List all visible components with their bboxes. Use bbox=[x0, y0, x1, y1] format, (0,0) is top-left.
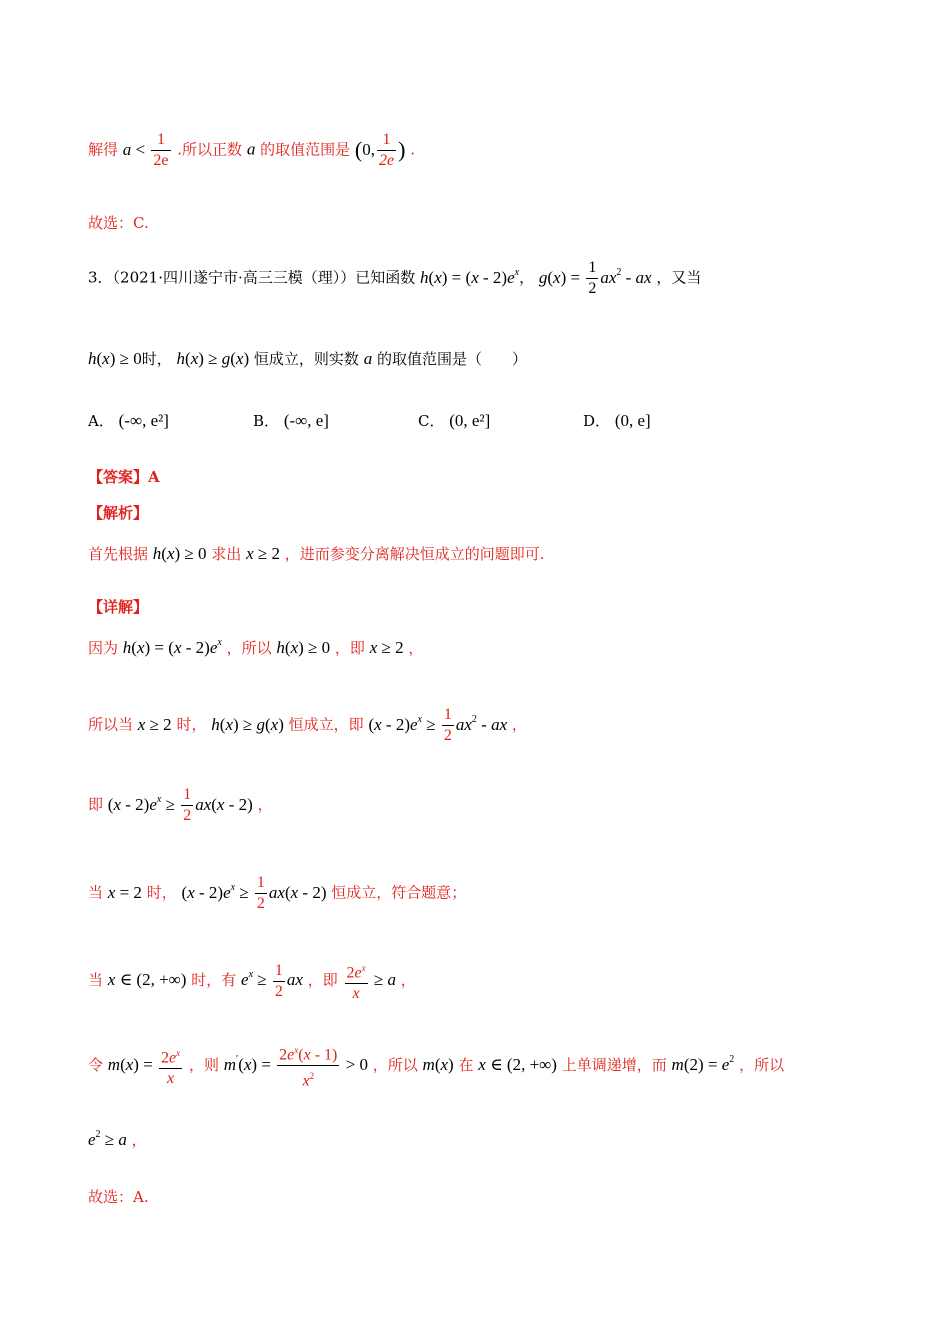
option-d[interactable] bbox=[583, 410, 651, 431]
comma: ， bbox=[519, 268, 535, 287]
text: 在 bbox=[458, 1055, 474, 1074]
math-x-ge-2: x ≥ 2 bbox=[246, 544, 280, 563]
math-interval: (0, $\frac{1}{2e}$ ) bbox=[354, 131, 406, 169]
choice-line-c: 故选：C. bbox=[88, 214, 149, 232]
math-x-in-interval: x ∈ (2, +∞) bbox=[107, 970, 187, 990]
text: ，又当 bbox=[656, 268, 702, 287]
option-interval: (0, e] bbox=[614, 411, 651, 430]
text: 时，有 bbox=[191, 971, 237, 990]
math-inequality: h(x) ≥ g(x) bbox=[176, 349, 250, 368]
math-h-def: $h(x) = (x - 2)e^x$ bbox=[420, 266, 520, 287]
question-source: （2021·四川遂宁市·高三三模（理））已知函数 bbox=[112, 268, 416, 287]
text: 时， bbox=[176, 715, 207, 734]
text: ， bbox=[131, 1131, 147, 1149]
math-inequality: $e^x$ ≥ $\frac{1}{2}$ ax bbox=[241, 961, 303, 1000]
option-label: B． bbox=[253, 412, 280, 430]
text: ，即 bbox=[334, 639, 365, 657]
text: ，进而参变分离解决恒成立的问题即可. bbox=[284, 545, 545, 563]
option-interval: (-∞, e²] bbox=[118, 411, 169, 430]
math-inequality: h(x) ≥ g(x) bbox=[211, 714, 284, 734]
math-x-eq-2: x = 2 bbox=[107, 882, 142, 902]
text: 恒成立，符合题意； bbox=[331, 883, 467, 902]
text: ，则 bbox=[188, 1055, 219, 1074]
answer-heading: 【答案】A bbox=[88, 468, 160, 486]
text: ， bbox=[257, 795, 273, 814]
text: ，所以 bbox=[226, 639, 272, 657]
math-x-ge-2: x ≥ 2 bbox=[369, 638, 404, 657]
text: .所以正数 bbox=[177, 140, 243, 159]
text: ， bbox=[400, 971, 416, 990]
math-inequality: a < $\frac{1}{2e}$ bbox=[122, 131, 169, 169]
detail-line-2 bbox=[88, 705, 527, 746]
detail-line-4 bbox=[88, 873, 466, 914]
question-3-line-1 bbox=[88, 258, 701, 299]
math-m-x: m(x) bbox=[422, 1054, 454, 1074]
solution-line-1 bbox=[88, 130, 415, 171]
text: 所以当 bbox=[88, 715, 134, 734]
option-c[interactable] bbox=[418, 410, 490, 431]
math-g-def: g(x) = $\frac{1}{2}$ $ax^2$ - ax bbox=[538, 259, 652, 297]
text: . bbox=[410, 140, 415, 159]
detail-line-3 bbox=[88, 785, 273, 826]
text: 上单调递增，而 bbox=[561, 1055, 667, 1074]
question-number: 3． bbox=[88, 268, 113, 287]
final-choice: 故选：A. bbox=[88, 1188, 149, 1206]
math-inequality: $(x - 2)e^x$ ≥ $\frac{1}{2}$ $ax^2$ - ax bbox=[368, 706, 508, 744]
option-interval: (0, e²] bbox=[449, 411, 491, 430]
question-3-line-2 bbox=[88, 350, 527, 367]
text: 的取值范围是（ ） bbox=[376, 350, 527, 368]
math-var-a: a bbox=[363, 349, 373, 368]
text: 恒成立，即 bbox=[288, 715, 364, 734]
text: ， bbox=[511, 715, 527, 734]
text: ，所以 bbox=[372, 1055, 418, 1074]
text: 解得 bbox=[88, 140, 119, 159]
option-b[interactable] bbox=[253, 410, 329, 431]
math-condition: h(x) ≥ 0 bbox=[276, 638, 331, 657]
detail-line-6 bbox=[88, 1040, 784, 1092]
math-m-def: m(x) = $\frac{2e^x}{x}$ bbox=[108, 1056, 184, 1074]
detail-line-1 bbox=[88, 638, 423, 656]
math-e2-ge-a: $e^2 \ge a$ bbox=[88, 1129, 127, 1149]
detail-line-5 bbox=[88, 958, 416, 1004]
detail-line-7 bbox=[88, 1130, 147, 1148]
text: ，所以 bbox=[739, 1055, 785, 1074]
math-m-2: $m(2) = e^2$ bbox=[671, 1053, 735, 1074]
math-m-derivative: m′(x) = $\frac{2e^x(x - 1)}{x^2}$ > 0 bbox=[224, 1056, 368, 1074]
text: ， bbox=[408, 639, 424, 657]
math-x-in-interval: x ∈ (2, +∞) bbox=[478, 1054, 557, 1074]
detail-heading: 【详解】 bbox=[88, 598, 149, 616]
text: 恒成立，则实数 bbox=[253, 350, 359, 368]
text: 当 bbox=[88, 883, 104, 902]
math-condition: h(x) ≥ 0 bbox=[88, 349, 142, 368]
text: 首先根据 bbox=[88, 545, 149, 563]
option-label: D． bbox=[583, 412, 611, 430]
text: 当 bbox=[88, 971, 104, 990]
math-inequality: $(x - 2)e^x$ ≥ $\frac{1}{2}$ ax(x - 2) bbox=[107, 786, 253, 824]
option-a[interactable] bbox=[88, 410, 169, 431]
text: 令 bbox=[88, 1055, 104, 1074]
analysis-text bbox=[88, 545, 545, 562]
analysis-heading: 【解析】 bbox=[88, 504, 149, 522]
text: 即 bbox=[88, 795, 104, 814]
text: 时， bbox=[141, 350, 172, 368]
math-condition: h(x) ≥ 0 bbox=[152, 544, 207, 563]
text: ，即 bbox=[307, 971, 338, 990]
math-inequality: $(x - 2)e^x$ ≥ $\frac{1}{2}$ ax(x - 2) bbox=[181, 874, 327, 912]
text: 求出 bbox=[211, 545, 242, 563]
option-label: A． bbox=[88, 412, 114, 430]
math-inequality: $\frac{2e^x}{x}$ ≥ a bbox=[343, 971, 396, 989]
text: 时， bbox=[146, 883, 177, 902]
text: 因为 bbox=[88, 639, 119, 657]
option-label: C． bbox=[418, 412, 445, 430]
math-x-ge-2: x ≥ 2 bbox=[137, 714, 172, 734]
math-var-a: a bbox=[246, 139, 256, 159]
text: 的取值范围是 bbox=[260, 140, 351, 159]
math-h-def: $h(x) = (x - 2)e^x$ bbox=[122, 637, 222, 657]
option-interval: (-∞, e] bbox=[283, 411, 329, 430]
